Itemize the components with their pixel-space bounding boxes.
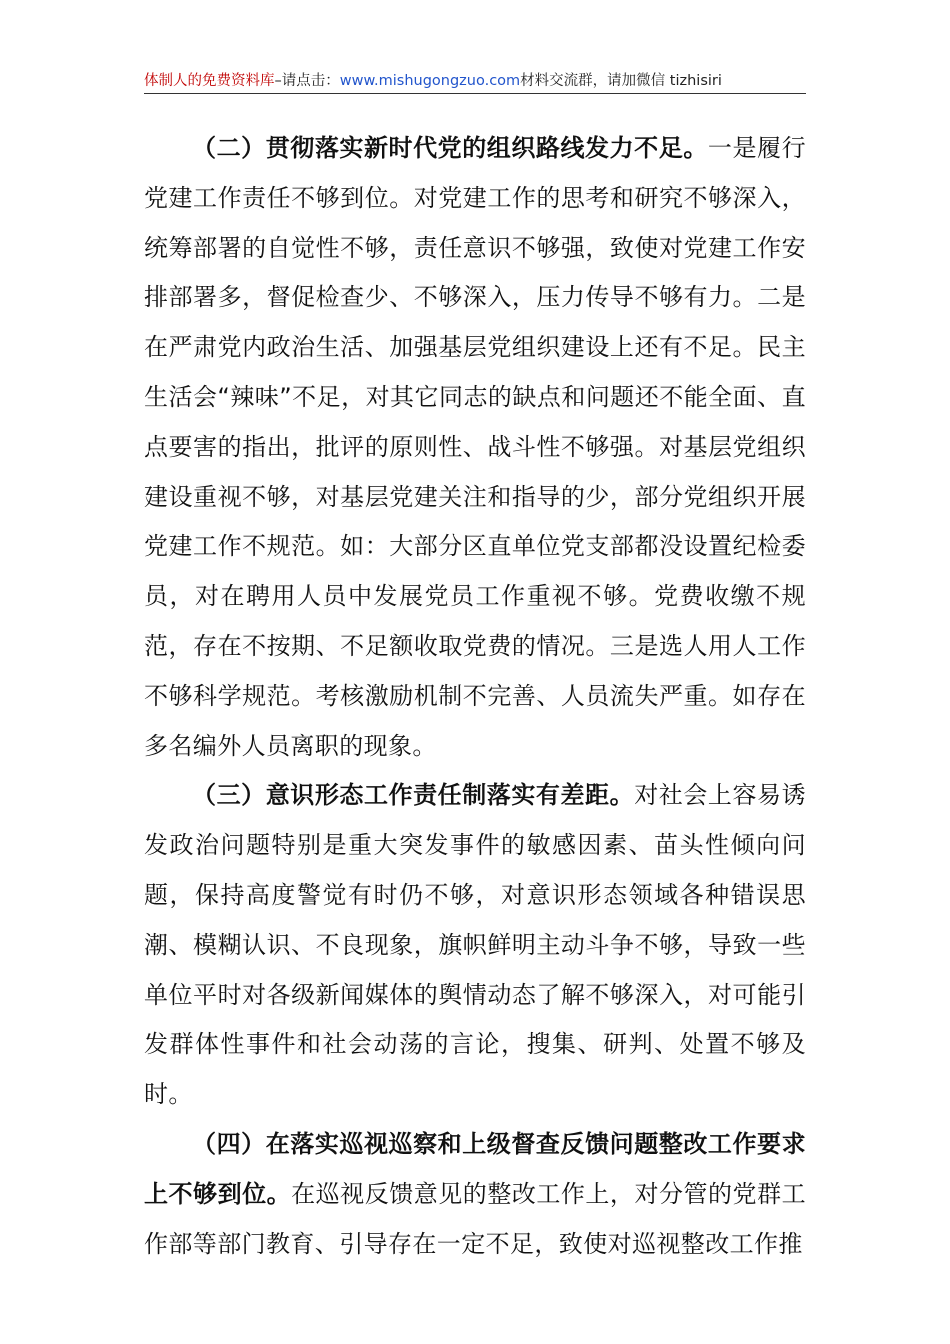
paragraph-heading: （四）在落实巡视巡察和上级督查反馈问题整改工作要求上不够到位。 xyxy=(144,1129,806,1208)
paragraph-text: 在巡视反馈意见的整改工作上，对分管的党群工作部等部门教育、引导存在一定不足，致使对巡视整改工作推 xyxy=(144,1179,806,1258)
document-body xyxy=(144,124,806,1269)
header-contact-text: 材料交流群，请加微信 tizhisiri xyxy=(520,73,722,89)
paragraph-text: 对社会上容易诱发政治问题特别是重大突发事件的敏感因素、苗头性倾向问题，保持高度警觉有时仍不够，对意识形态领域各种错误思潮、模糊认识、不良现象，旗帜鲜明主动斗争不够，导致一些单位平时对各级新闻媒体的舆情动态了解不够深入，对可能引发群体性事件和社会动荡的言论，搜集、研判、处置不够及时。 xyxy=(144,781,806,1109)
paragraph-inspection-rectification xyxy=(144,1120,806,1269)
header-brand-link[interactable]: 体制人的免费资料库 xyxy=(144,73,275,89)
paragraph-ideology-work xyxy=(144,771,806,1120)
header-url-link[interactable]: www.mishugongzuo.com xyxy=(339,73,521,89)
page-header xyxy=(144,70,806,92)
paragraph-organization-line xyxy=(144,124,806,771)
header-divider xyxy=(144,93,806,94)
header-separator: –请点击： xyxy=(274,73,340,89)
paragraph-heading: （三）意识形态工作责任制落实有差距。 xyxy=(192,781,635,810)
paragraph-text: 一是履行党建工作责任不够到位。对党建工作的思考和研究不够深入，统筹部署的自觉性不够，责任意识不够强，致使对党建工作安排部署多，督促检查少、不够深入，压力传导不够有力。二是在严肃党内政治生活、加强基层党组织建设上还有不足。民主生活会“辣味”不足，对其它同志的缺点和问题还不能全面、直点要害的指出，批评的原则性、战斗性不够强。对基层党组织建设重视不够，对基层党建关注和指导的少，部分党组织开展党建工作不规范。如：大部分区直单位党支部都没设置纪检委员，对在聘用人员中发展党员工作重视不够。党费收缴不规范，存在不按期、不足额收取党费的情况。三是选人用人工作不够科学规范。考核激励机制不完善、人员流失严重。如存在多名编外人员离职的现象。 xyxy=(144,134,806,760)
paragraph-heading: （二）贯彻落实新时代党的组织路线发力不足。 xyxy=(192,134,708,162)
